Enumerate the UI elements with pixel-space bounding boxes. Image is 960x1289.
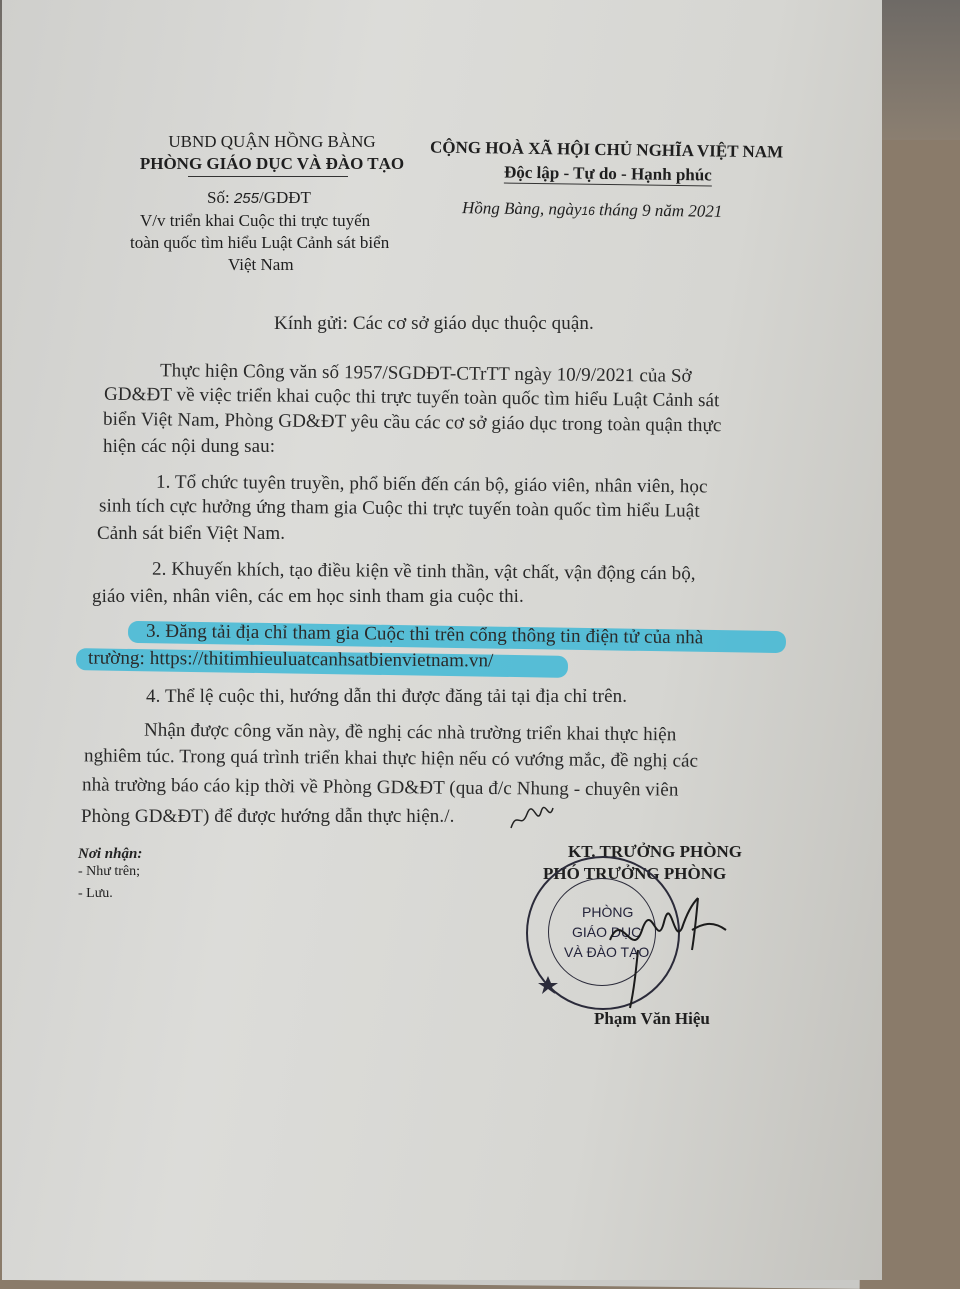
number-label: Số: — [207, 188, 234, 207]
recipient-2: - Lưu. — [78, 886, 113, 901]
number-value: 255 — [233, 190, 259, 207]
document-page — [2, 0, 882, 1280]
date-rest: tháng 9 năm 2021 — [594, 200, 723, 221]
item2-line-2: giáo viên, nhân viên, các em học sinh tham gia cuộc thi. — [92, 586, 524, 607]
signature-title-2: PHÓ TRƯỞNG PHÒNG — [543, 864, 727, 883]
handwritten-signature — [602, 890, 732, 1010]
item1-line-3: Cảnh sát biển Việt Nam. — [97, 523, 286, 544]
closing-line-1: Nhận được công văn này, đề nghị các nhà trường triển khai thực hiện — [143, 719, 677, 746]
stamp-line-2: GIÁO DỤC — [572, 924, 642, 940]
agency-parent: UBND QUẬN HỒNG BÀNG — [168, 132, 376, 151]
item2-line-1: 2. Khuyến khích, tạo điều kiện về tinh thần, vật chất, vận động cán bộ, — [151, 558, 696, 585]
nation-title: CỘNG HOÀ XÃ HỘI CHỦ NGHĨA VIỆT NAM — [429, 137, 784, 162]
recipient-1: - Như trên; — [78, 864, 141, 879]
item4: 4. Thể lệ cuộc thi, hướng dẫn thi được đăng tải tại địa chỉ trên. — [146, 686, 628, 707]
date-place — [462, 198, 723, 222]
stamp-line-3: VÀ ĐÀO TẠO — [564, 944, 650, 960]
intro-line-1: Thực hiện Công văn số 1957/SGDĐT-CTrTT ngày 10/9/2021 của Sở — [159, 360, 692, 387]
stamp-line-1: PHÒNG — [582, 904, 634, 920]
document-number — [207, 188, 311, 208]
intro-line-2: GD&ĐT về việc triển khai cuộc thi trực tuyến toàn quốc tìm hiểu Luật Cảnh sát — [103, 383, 720, 412]
agency-name: PHÒNG GIÁO DỤC VÀ ĐÀO TẠO — [139, 154, 405, 173]
subject-line-2: toàn quốc tìm hiểu Luật Cảnh sát biển — [130, 233, 390, 252]
date-day: 16 — [581, 203, 595, 219]
subject-line-3: Việt Nam — [228, 255, 294, 274]
item3-line-2: trường: https://thitimhieuluatcanhsatbienvietnam.vn/ — [87, 647, 494, 672]
closing-line-3: nhà trường báo cáo kịp thời về Phòng GD&ĐT (qua đ/c Nhung - chuyên viên — [81, 774, 679, 801]
recipients-title: Nơi nhận: — [78, 846, 143, 862]
nation-motto: Độc lập - Tự do - Hạnh phúc — [503, 162, 712, 185]
signer-name: Phạm Văn Hiệu — [594, 1009, 710, 1028]
intro-line-3: biển Việt Nam, Phòng GD&ĐT yêu cầu các cơ sở giáo dục trong toàn quận thực — [102, 408, 722, 437]
intro-line-4: hiện các nội dung sau: — [103, 436, 276, 457]
agency-underline — [188, 176, 348, 177]
greeting: Kính gửi: Các cơ sở giáo dục thuộc quận. — [274, 313, 594, 334]
date-place-text: Hồng Bàng, ngày — [461, 198, 582, 219]
subject-line-1: V/v triển khai Cuộc thi trực tuyến — [140, 211, 371, 230]
closing-line-2: nghiêm túc. Trong quá trình triển khai thực hiện nếu có vướng mắc, đề nghị các — [83, 745, 699, 772]
signature-title-1: KT. TRƯỞNG PHÒNG — [568, 842, 742, 861]
initials-scribble — [507, 800, 557, 834]
number-suffix: /GDĐT — [258, 188, 311, 207]
item3-line-1: 3. Đăng tải địa chỉ tham gia Cuộc thi trên cổng thông tin điện tử của nhà — [145, 620, 704, 649]
item1-line-1: 1. Tổ chức tuyên truyền, phổ biến đến cán bộ, giáo viên, nhân viên, học — [155, 471, 708, 498]
closing-line-4: Phòng GD&ĐT) để được hướng dẫn thực hiện./. — [81, 806, 455, 827]
item1-line-2: sinh tích cực hưởng ứng tham gia Cuộc thi trực tuyến toàn quốc tìm hiểu Luật — [98, 495, 700, 522]
